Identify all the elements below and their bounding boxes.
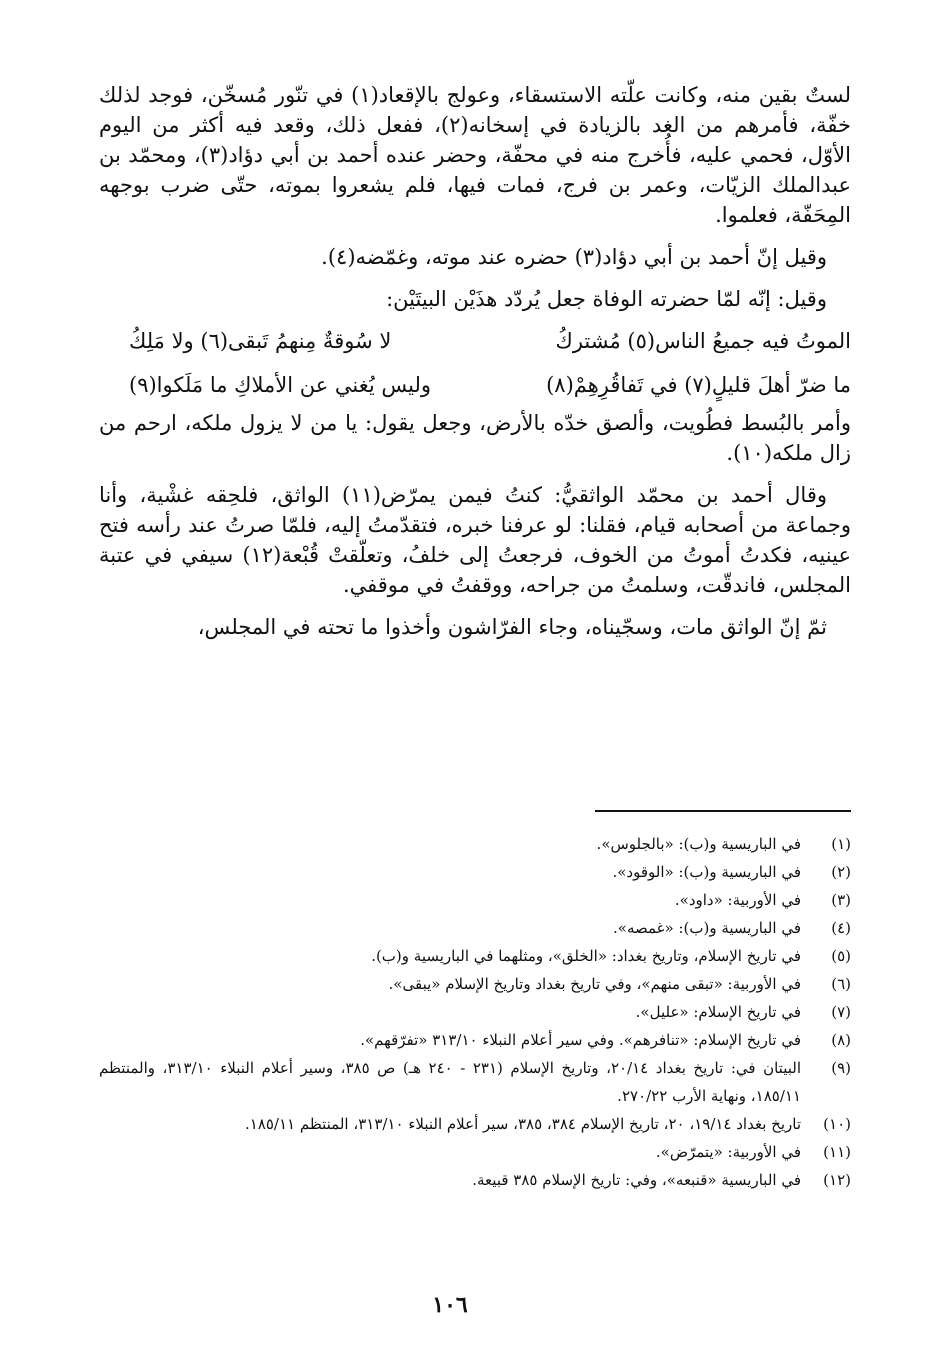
footnote (99, 830, 851, 858)
footnote-number: (٣) (831, 891, 851, 909)
footnote-number: (٢) (831, 863, 851, 881)
footnote (99, 1026, 851, 1054)
verse-1-first-hemistich: الموتُ فيه جميعُ الناس(٥) مُشتركُ (555, 329, 851, 353)
footnote-number: (٤) (831, 919, 851, 937)
footnote-text: في تاريخ الإسلام، وتاريخ بغداد: «الخلق»، ومثلهما في الباريسية و(ب). (371, 947, 801, 965)
footnote-text: تاريخ بغداد ١٩/١٤، ٢٠، تاريخ الإسلام ٣٨٤، ٣٨٥، سير أعلام النبلاء ٣١٣/١٠، المنتظم ١٨٥/١١. (244, 1115, 801, 1133)
footnote-number: (٩) (831, 1059, 851, 1077)
paragraph-5: وقال أحمد بن محمّد الواثقيُّ: كنتُ فيمن يمرّض(١١) الواثق، فلحِقه غشْية، وأنا وجماعة من أصحابه قيام، فقلنا: لو عرفنا خبره، فتقدّمتُ إليه، فلمّا صرتُ عند رأسه فتح عينيه، فكدتُ أموتُ من الخوف، فرجعتُ إلى خلفُ، وتعلّقتْ قُبْعة(١٢) سيفي في عتبة المجلس، فاندقّت، وسلمتُ من جراحه، ووقفتُ في موقفي. (99, 483, 851, 597)
footnote (99, 1138, 851, 1166)
main-text (99, 80, 851, 642)
footnote-number: (٥) (831, 947, 851, 965)
footnote-number: (٧) (831, 1003, 851, 1021)
footnote-number: (٨) (831, 1031, 851, 1049)
footnote-text: في تاريخ الإسلام: «تنافرهم». وفي سير أعلام النبلاء ٣١٣/١٠ «تفرّقهم». (360, 1031, 801, 1049)
footnote-text: في الأوربية: «داود». (674, 891, 801, 909)
footnote-number: (١٠) (823, 1115, 851, 1133)
footnote-separator (595, 810, 851, 812)
footnote (99, 914, 851, 942)
footnote-text: في الباريسية و(ب): «غمصه». (613, 919, 801, 937)
footnote-text: في الباريسية «قنبعه»، وفي: تاريخ الإسلام ٣٨٥ قبيعة. (472, 1171, 801, 1189)
footnote (99, 970, 851, 998)
footnote (99, 998, 851, 1026)
footnote (99, 942, 851, 970)
footnote-text: البيتان في: تاريخ بغداد ٢٠/١٤، وتاريخ الإسلام (٢٣١ - ٢٤٠ هـ) ص ٣٨٥، وسير أعلام النبلاء ٣١٣/١٠، والمنتظم ١٨٥/١١، ونهاية الأرب ٢٧٠/٢٢. (99, 1059, 801, 1105)
verse-1-second-hemistich: لا سُوقةٌ مِنهمُ تَبقى(٦) ولا مَلِكُ (129, 329, 392, 353)
paragraph-4: وأمر بالبُسط فطُويت، وألصق خدّه بالأرض، وجعل يقول: يا من لا يزول ملكه، ارحم من زال ملكه(١٠). (99, 411, 851, 465)
paragraph-6: ثمّ إنّ الواثق مات، وسجّيناه، وجاء الفرّاشون وأخذوا ما تحته في المجلس، (197, 615, 827, 639)
paragraph-2: وقيل إنّ أحمد بن أبي دؤاد(٣) حضره عند موته، وغمّضه(٤). (321, 245, 827, 269)
footnote (99, 1054, 851, 1110)
page-number: ١٠٦ (432, 1292, 468, 1318)
footnote-text: في الأوربية: «يتمرّض». (655, 1143, 801, 1161)
footnote-text: في الباريسية و(ب): «الوقود». (612, 863, 801, 881)
verse-line-2 (99, 362, 851, 406)
footnote (99, 886, 851, 914)
footnote-number: (٦) (831, 975, 851, 993)
footnotes (99, 830, 851, 1194)
verse-2-first-hemistich: ما ضرّ أهلَ قليلٍ(٧) في تَفاقُرِهِمْ(٨) (546, 373, 851, 397)
footnote-text: في الأوربية: «تبقى منهم»، وفي تاريخ بغداد وتاريخ الإسلام «يبقى». (388, 975, 801, 993)
poem (99, 318, 851, 406)
footnote-number: (١) (831, 835, 851, 853)
footnote-number: (١٢) (823, 1171, 851, 1189)
footnote-text: في تاريخ الإسلام: «عليل». (635, 1003, 801, 1021)
verse-line-1 (99, 318, 851, 362)
paragraph-3: وقيل: إنّه لمّا حضرته الوفاة جعل يُردّد هذَيْن البيتَيْن: (386, 287, 827, 311)
footnote (99, 858, 851, 886)
footnote (99, 1166, 851, 1194)
verse-2-second-hemistich: وليس يُغني عن الأملاكِ ما مَلَكوا(٩) (129, 373, 432, 397)
footnote-number: (١١) (823, 1143, 851, 1161)
footnote (99, 1110, 851, 1138)
paragraph-1: لستٌ بقين منه، وكانت علّته الاستسقاء، وعولج بالإقعاد(١) في تنّور مُسخّن، فوجد لذلك خفّة، فأمرهم من الغد بالزيادة في إسخانه(٢)، ففعل ذلك، وقعد فيه أكثر من اليوم الأوّل، فحمي عليه، فأُخرج منه في محفّة، وحضر عنده أحمد بن أبي دؤاد(٣)، ومحمّد بن عبدالملك الزيّات، وعمر بن فرج، فمات فيها، فلم يشعروا بموته، حتّى ضرب بوجهه المِحَفّة، فعلموا. (99, 83, 851, 227)
footnote-text: في الباريسية و(ب): «بالجلوس». (596, 835, 801, 853)
